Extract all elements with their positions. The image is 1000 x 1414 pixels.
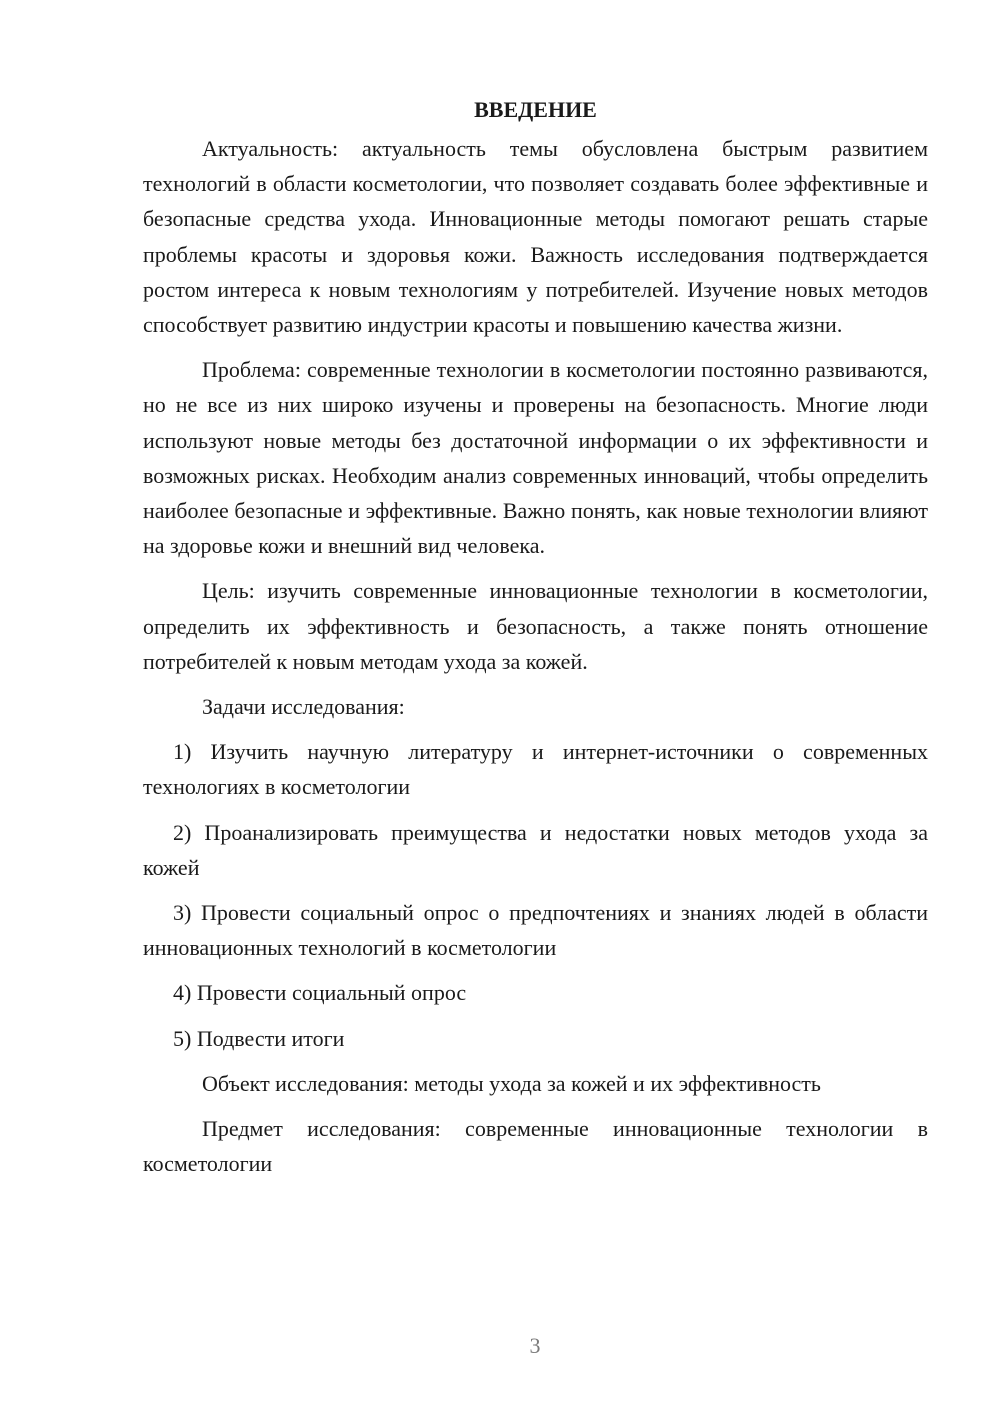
document-title: ВВЕДЕНИЕ — [474, 97, 597, 122]
tasks-heading: Задачи исследования: — [202, 694, 405, 720]
document-page — [143, 92, 928, 1191]
task-item-1: 1) Изучить научную литературу и интернет-источники о современных технологиях в косметологии — [143, 739, 928, 800]
task-item-4: 4) Провести социальный опрос — [173, 980, 467, 1006]
task-item-3: 3) Провести социальный опрос о предпочтениях и знаниях людей в области инновационных технологий в косметологии — [143, 900, 928, 961]
research-subject: Предмет исследования: современные инновационные технологии в косметологии — [143, 1116, 928, 1177]
research-object: Объект исследования: методы ухода за кожей и их эффективность — [202, 1070, 821, 1096]
goal-paragraph: Цель: изучить современные инновационные технологии в косметологии, определить их эффективность и безопасность, а также понять отношение потребителей к новым методам ухода за кожей. — [143, 578, 928, 674]
page-number: 3 — [529, 1333, 541, 1358]
relevance-paragraph: Актуальность: актуальность темы обусловлена быстрым развитием технологий в области косметологии, что позволяет создавать более эффективные и безопасные средства ухода. Инновационные методы помогают решать старые проблемы красоты и здоровья кожи. Важность исследования подтверждается ростом интереса к новым технологиям у потребителей. Изучение новых методов способствует развитию индустрии красоты и повышению качества жизни. — [143, 136, 928, 338]
problem-paragraph: Проблема: современные технологии в косметологии постоянно развиваются, но не все из них широко изучены и проверены на безопасность. Многие люди используют новые методы без достаточной информации о их эффективности и возможных рисках. Необходим анализ современных инноваций, чтобы определить наиболее безопасные и эффективные. Важно понять, как новые технологии влияют на здоровье кожи и внешний вид человека. — [143, 357, 928, 559]
task-item-2: 2) Проанализировать преимущества и недостатки новых методов ухода за кожей — [143, 819, 928, 880]
task-item-5: 5) Подвести итоги — [173, 1025, 345, 1051]
